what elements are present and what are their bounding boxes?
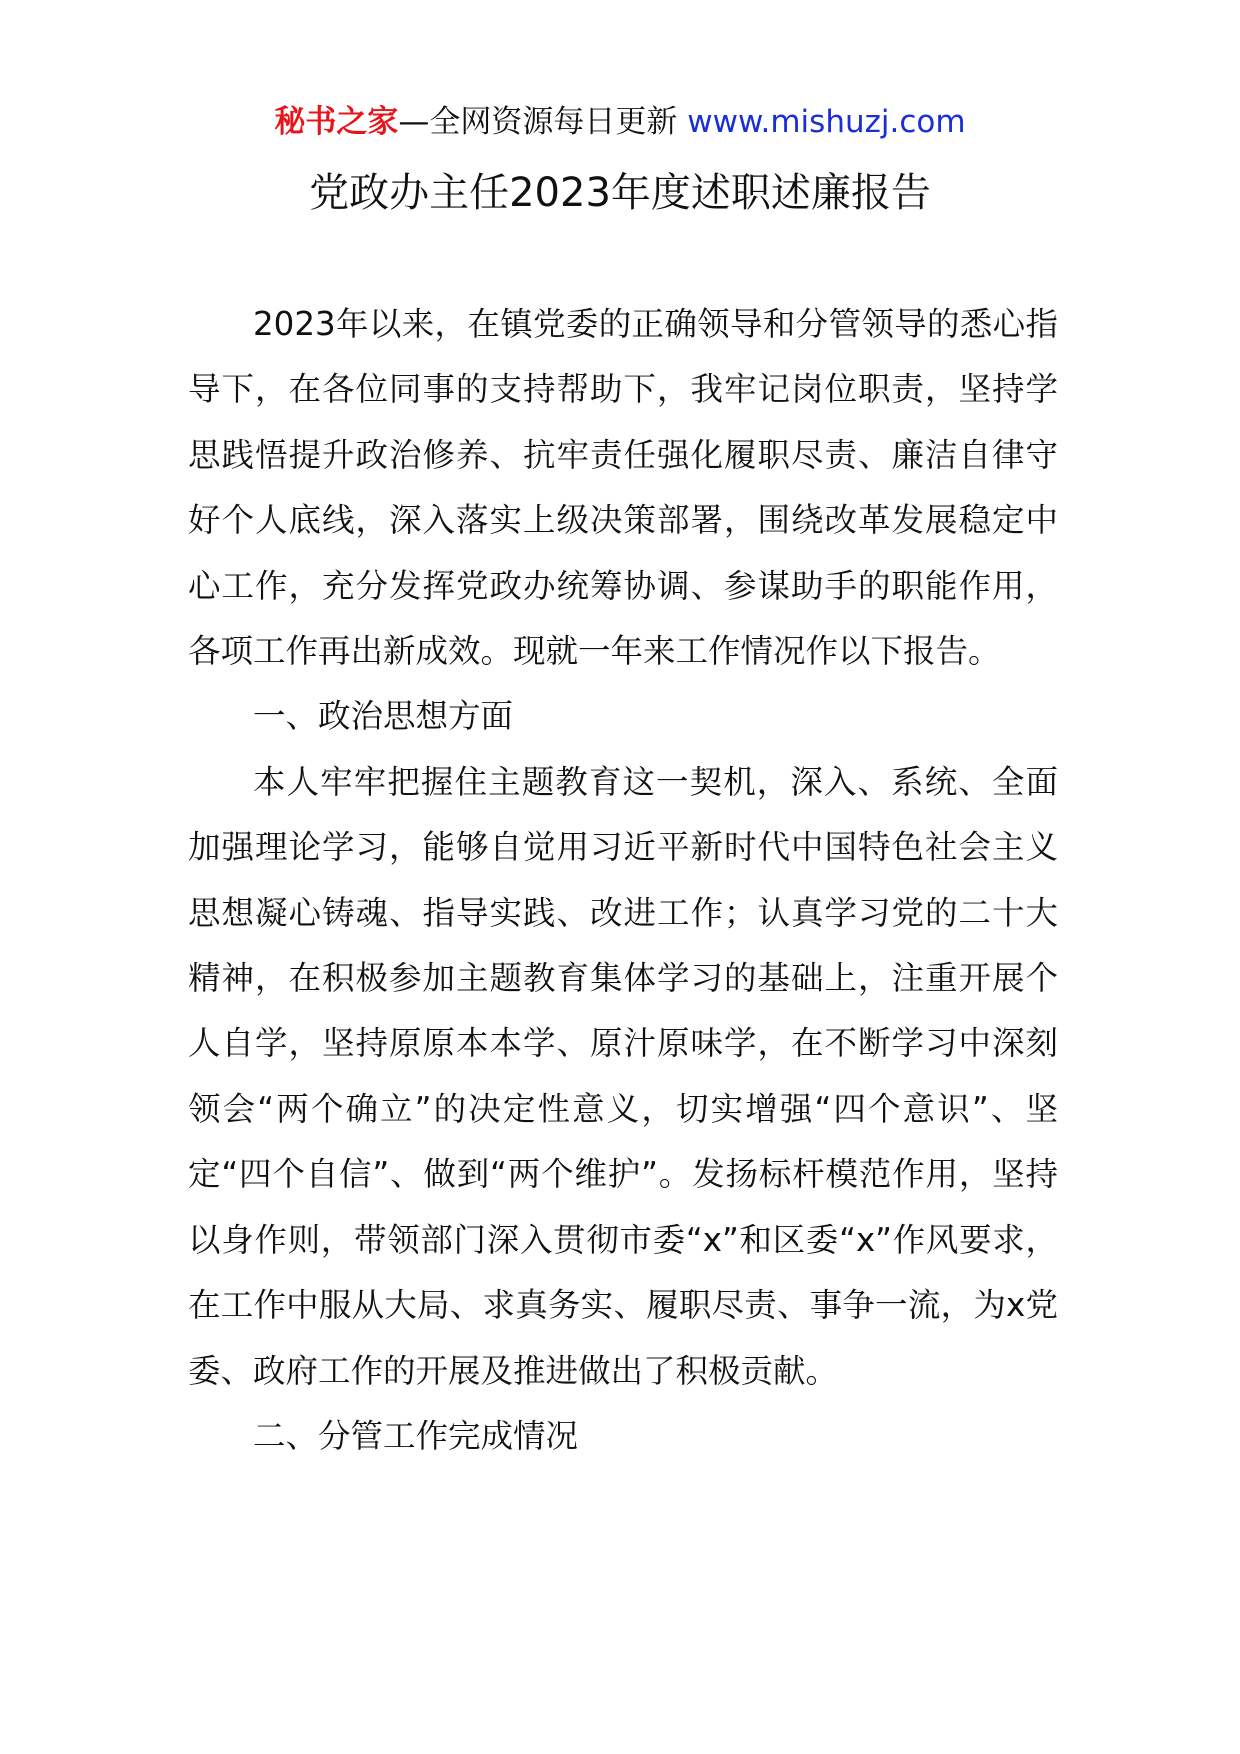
banner-url[interactable]: www.mishuzj.com xyxy=(687,104,966,140)
watermark-banner xyxy=(0,100,1240,144)
paragraph-intro: 2023年以来，在镇党委的正确领导和分管领导的悉心指导下，在各位同事的支持帮助下，我牢记岗位职责，坚持学思践悟提升政治修养、抗牢责任强化履职尽责、廉洁自律守好个人底线，深入落实上级决策部署，围绕改革发展稳定中心工作，充分发挥党政办统筹协调、参谋助手的职能作用，各项工作再出新成效。现就一年来工作情况作以下报告。 xyxy=(188,305,1058,671)
document-title: 党政办主任2023年度述职述廉报告 xyxy=(309,170,931,216)
paragraph-political: 本人牢牢把握住主题教育这一契机，深入、系统、全面加强理论学习，能够自觉用习近平新时代中国特色社会主义思想凝心铸魂、指导实践、改进工作；认真学习党的二十大精神，在积极参加主题教育集体学习的基础上，注重开展个人自学，坚持原原本本学、原汁原味学，在不断学习中深刻领会“两个确立”的决定性意义，切实增强“四个意识”、坚定“四个自信”、做到“两个维护”。发扬标杆模范作用，坚持以身作则，带领部门深入贯彻市委“x”和区委“x”作风要求，在工作中服从大局、求真务实、履职尽责、事争一流，为x党委、政府工作的开展及推进做出了积极贡献。 xyxy=(188,762,1058,1390)
section-heading-political: 一、政治思想方面 xyxy=(253,697,514,736)
document-body xyxy=(188,292,1058,1469)
banner-brand: 秘书之家 xyxy=(274,104,399,140)
banner-slogan: —全网资源每日更新 xyxy=(398,104,688,140)
section-heading-work: 二、分管工作完成情况 xyxy=(253,1416,579,1455)
